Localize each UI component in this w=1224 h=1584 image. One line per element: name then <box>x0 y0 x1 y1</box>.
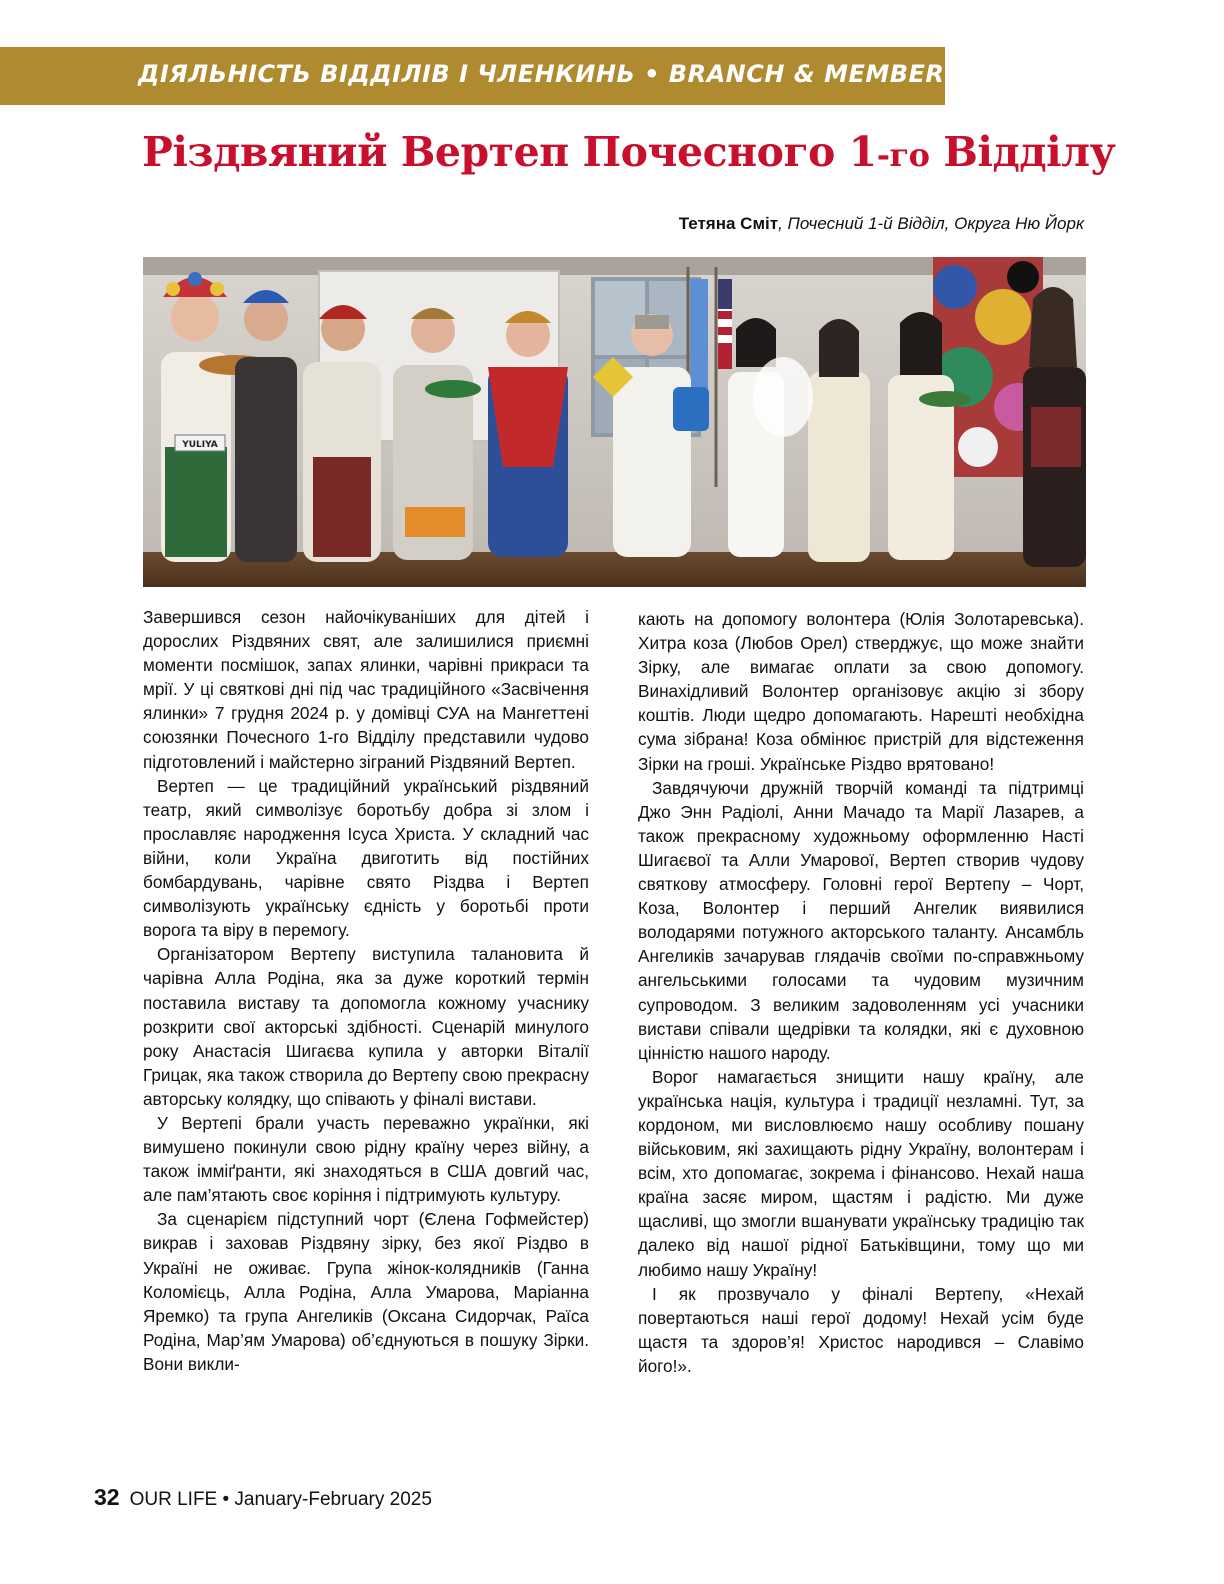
title-end: Відділу <box>929 128 1116 176</box>
page-number: 32 <box>94 1484 120 1510</box>
byline <box>679 214 1084 234</box>
paragraph: Завершився сезон найочікуваніших для дітей і дорослих Різдвяних свят, але залишилися приємні моменти посмішок, запах ялинки, чарівні прикраси та мрії. У ці святкові дні під час традиційного «Засвічення ялинки» 7 грудня 2024 р. у домівці СУА на Мангеттені союзянки Почесного 1-го Відділу представили чудово підготовлений і майстерно зіграний Різдвяний Вертеп. <box>143 607 589 772</box>
article-photo <box>143 257 1086 587</box>
name-badge-text: YULIYA <box>182 440 218 450</box>
photo-illustration <box>143 257 1086 587</box>
title-main: Різдвяний Вертеп Почесного 1 <box>142 128 877 176</box>
paragraph: У Вертепі брали участь переважно українки, які вимушено покинули свою рідну країну через війну, а також імміґранти, які знаходяться в США довгий час, але пам’ятають своє коріння і підтримують культуру. <box>143 1112 589 1206</box>
paragraph: Вертеп — це традиційний український різдвяний театр, який символізує боротьбу добра зі злом і прославляє народження Ісуса Христа. У складний час війни, коли Україна двиготить від постійних бомбардувань, чарівне свято Різдва і Вертеп символізують українську єдність у боротьбі проти ворога та віру в перемогу. <box>143 775 589 941</box>
article-column-left <box>143 605 589 1376</box>
section-label: ДІЯЛЬНІСТЬ ВІДДІЛІВ І ЧЛЕНКИНЬ • BRANCH & MEMBER NEWS <box>138 60 1036 88</box>
paragraph: Організатором Вертепу виступила талановита й чарівна Алла Родіна, яка за дуже короткий термін поставила виставу та допомогла кожному учаснику розкрити свої акторські здібності. Сценарій минулого року Анастасія Шигаєва купила у авторки Віталії Грицак, яка також створила до Вертепу свою прекрасну авторську колядку, що співають у фіналі вистави. <box>143 944 589 1109</box>
article-column-right <box>638 607 1084 1378</box>
paragraph: Завдячуючи дружній творчій команді та підтримці Джо Энн Радіолі, Анни Мачадо та Марії Лазарев, а також прекрасному художньому оформленню Насті Шигаєвої та Алли Умарової, Вертеп створив чудову святкову атмосферу. Головні герої Вертепу – Чорт, Коза, Волонтер і перший Ангелик виявилися володарями потужного акторського таланту. Ансамбль Ангеликів зачарував глядачів своїми по-справжньому ангельськими голосами та чудовим музичним супроводом. З великим задоволенням усі учасники вистави співали щедрівки та колядки, які є духовною цінністю нашого народу. <box>638 777 1084 1063</box>
paragraph: Ворог намагається знищити нашу країну, але українська нація, культура і традиції незламні. Тут, за кордоном, ми висловлюємо нашу особливу пошану військовим, які захищають рідну Україну, волонтерам і всім, хто допомагає, зокрема і фінансово. Нехай наша країна засяє миром, щастям і радістю. Ми дуже щасливі, що змогли вшанувати українську традицію так далеко від нашої рідної Батьківщини, тому що ми любимо нашу Україну! <box>638 1066 1084 1280</box>
paragraph: кають на допомогу волонтера (Юлія Золотаревська). Хитра коза (Любов Орел) стверджує, що може знайти Зірку, але вимагає оплати за свою допомогу. Винахідливий Волонтер організовує акцію зі збору коштів. Люди щедро допомагають. Нарешті необхідна сума зібрана! Коза обмінює пристрій для відстеження Зірки на гроші. Українське Різдво врятовано! <box>638 609 1084 774</box>
title-suffix: -го <box>876 136 930 174</box>
author-name: Тетяна Сміт <box>678 214 779 233</box>
paragraph: За сценарієм підступний чорт (Єлена Гофмейстер) викрав і заховав Різдвяну зірку, без якої Різдво в Україні не оживає. Група жінок-колядників (Ганна Коломієць, Алла Родіна, Алла Умарова, Маріанна Яремко) та група Ангеликів (Оксана Сидорчак, Раїса Родіна, Мар’ям Умарова) об’єднуються в пошуку Зірки. Вони викли- <box>143 1209 589 1374</box>
section-header-bar <box>0 47 1036 105</box>
page-footer <box>94 1484 432 1511</box>
publication-info: OUR LIFE • January-February 2025 <box>129 1489 432 1510</box>
paragraph: І як прозвучало у фіналі Вертепу, «Нехай повертаються наші герої додому! Нехай усім буде щастя та здоров’я! Христос народився – Славімо його!». <box>638 1283 1084 1376</box>
author-affiliation: , Почесний 1-й Відділ, Округа Ню Йорк <box>778 214 1084 233</box>
article-title <box>142 128 1116 176</box>
